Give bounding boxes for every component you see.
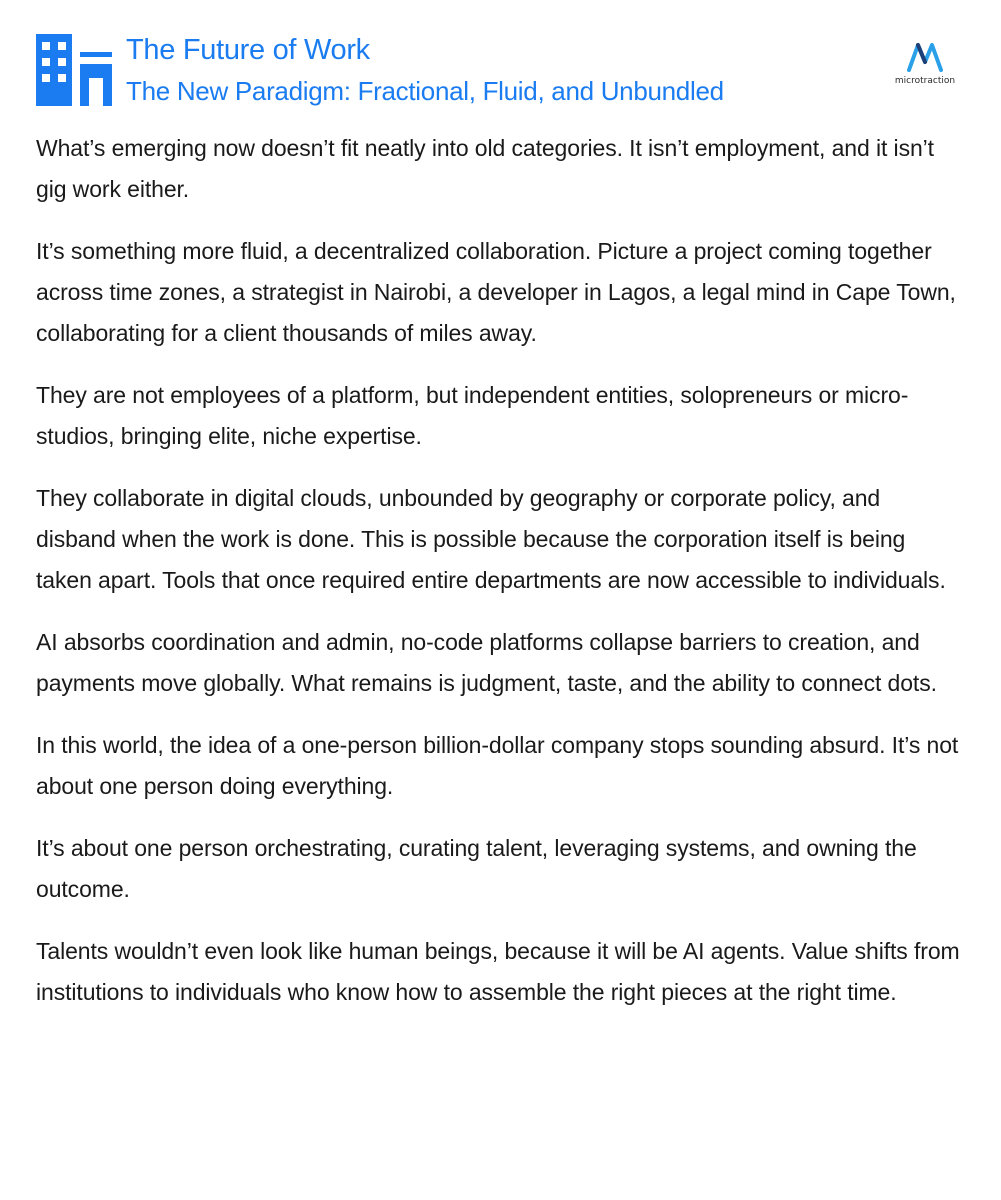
office-building-icon	[36, 34, 112, 106]
brand-name: microtraction	[894, 76, 956, 86]
header-titles	[126, 30, 724, 110]
paragraph: It’s something more fluid, a decentralized collaboration. Picture a project coming together across time zones, a strategist in Nairobi, a developer in Lagos, a legal mind in Cape Town, collaborating for a client thousands of miles away.	[36, 238, 956, 346]
paragraph: What’s emerging now doesn’t fit neatly into old categories. It isn’t employment, and it isn’t gig work either.	[36, 135, 934, 202]
paragraph: Talents wouldn’t even look like human beings, because it will be AI agents. Value shifts from institutions to individuals who know how to assemble the right pieces at the right time.	[36, 938, 960, 1005]
header	[0, 0, 1001, 120]
paragraph: They are not employees of a platform, but independent entities, solopreneurs or micro-studios, bringing elite, niche expertise.	[36, 382, 909, 449]
paragraph: It’s about one person orchestrating, curating talent, leveraging systems, and owning the outcome.	[36, 835, 917, 902]
article-body	[36, 128, 966, 1034]
page-subtitle: The New Paradigm: Fractional, Fluid, and Unbundled	[126, 76, 724, 106]
microtraction-logo-icon	[907, 42, 943, 72]
page-title: The Future of Work	[126, 34, 370, 66]
paragraph: They collaborate in digital clouds, unbounded by geography or corporate policy, and disband when the work is done. This is possible because the corporation itself is being taken apart. Tools that once required entire departments are now accessible to individuals.	[36, 485, 946, 593]
brand-logo	[893, 42, 957, 92]
paragraph: In this world, the idea of a one-person billion-dollar company stops sounding absurd. It’s not about one person doing everything.	[36, 732, 959, 799]
paragraph: AI absorbs coordination and admin, no-code platforms collapse barriers to creation, and payments move globally. What remains is judgment, taste, and the ability to connect dots.	[36, 629, 937, 696]
